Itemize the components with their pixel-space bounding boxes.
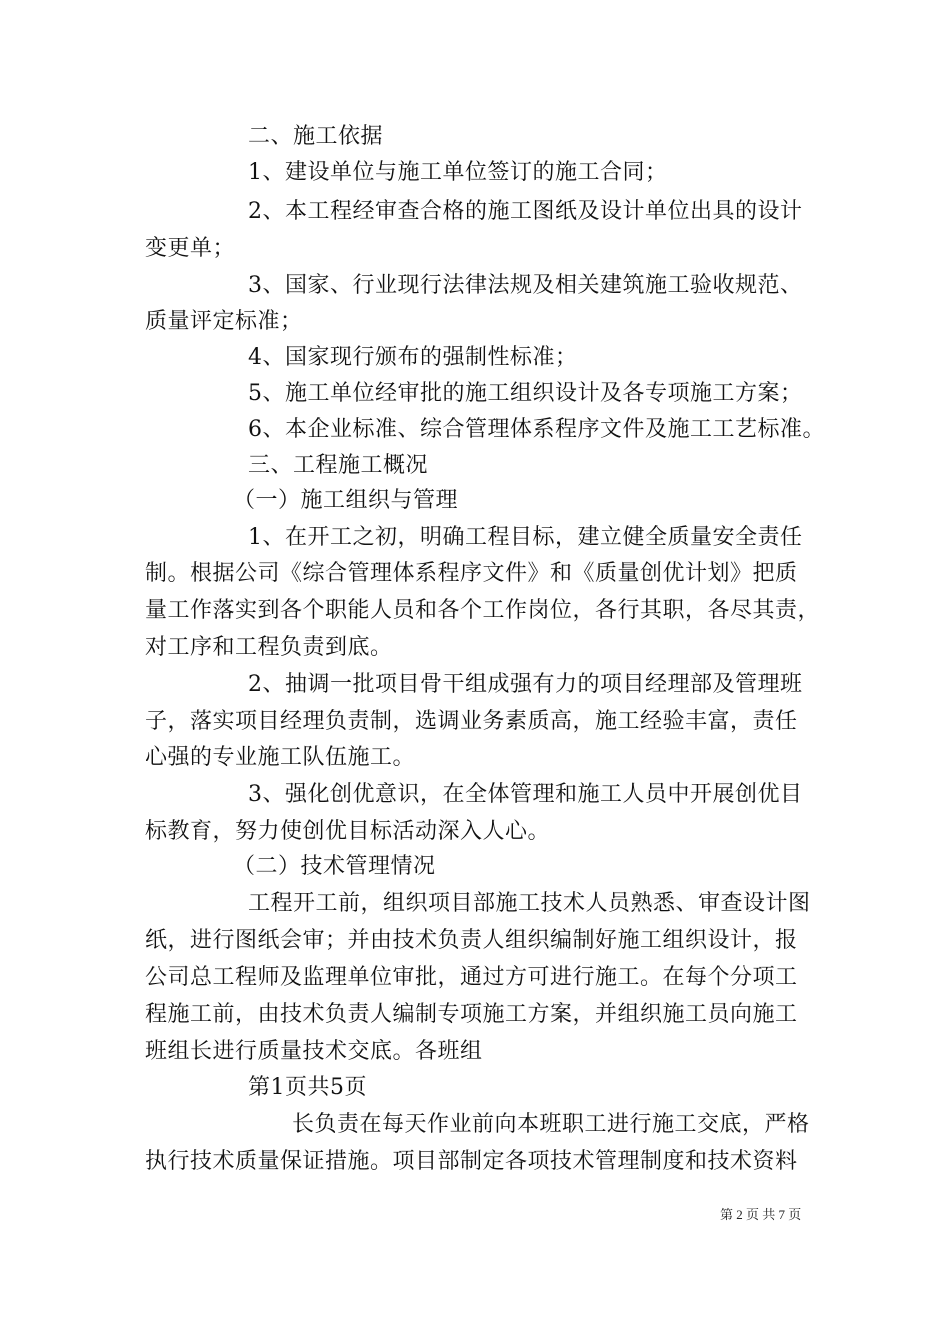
paragraph-line: 程施工前，由技术负责人编制专项施工方案，并组织施工员向施工	[145, 1002, 798, 1027]
paragraph-line: 变更单；	[145, 236, 236, 261]
paragraph-line: 1、在开工之初，明确工程目标，建立健全质量安全责任	[248, 525, 803, 550]
paragraph-line: 5、施工单位经审批的施工组织设计及各专项施工方案；	[248, 381, 803, 406]
paragraph-line: 工程开工前，组织项目部施工技术人员熟悉、审查设计图	[248, 891, 811, 916]
section-heading-basis: 二、施工依据	[248, 124, 384, 149]
paragraph-line: 班组长进行质量技术交底。各班组	[145, 1039, 483, 1064]
paragraph-line: 3、强化创优意识，在全体管理和施工人员中开展创优目	[248, 782, 803, 807]
paragraph-line: 长负责在每天作业前向本班职工进行施工交底，严格	[292, 1112, 810, 1137]
paragraph-line: 标教育，努力使创优目标活动深入人心。	[145, 819, 551, 844]
page-footer: 第 2 页 共 7 页	[720, 1207, 802, 1222]
paragraph-line: 纸，进行图纸会审；并由技术负责人组织编制好施工组织设计，报	[145, 928, 798, 953]
paragraph-line: 制。根据公司《综合管理体系程序文件》和《质量创优计划》把质	[145, 561, 798, 586]
paragraph-line: 1、建设单位与施工单位签订的施工合同；	[248, 160, 668, 185]
paragraph-line: 量工作落实到各个职能人员和各个工作岗位，各行其职，各尽其责，	[145, 598, 821, 623]
paragraph-line: 3、国家、行业现行法律法规及相关建筑施工验收规范、	[248, 273, 803, 298]
paragraph-line: 对工序和工程负责到底。	[145, 635, 393, 660]
paragraph-line: 2、抽调一批项目骨干组成强有力的项目经理部及管理班	[248, 672, 803, 697]
paragraph-line: 2、本工程经审查合格的施工图纸及设计单位出具的设计	[248, 199, 803, 224]
paragraph-line: 4、国家现行颁布的强制性标准；	[248, 345, 578, 370]
paragraph-line: 质量评定标准；	[145, 309, 303, 334]
subsection-heading-organization: （一）施工组织与管理	[233, 488, 459, 513]
section-heading-overview: 三、工程施工概况	[248, 453, 429, 478]
paragraph-line: 执行技术质量保证措施。项目部制定各项技术管理制度和技术资料	[145, 1149, 798, 1174]
inline-page-marker: 第1页共5页	[248, 1075, 367, 1100]
paragraph-line: 6、本企业标准、综合管理体系程序文件及施工工艺标准。	[248, 417, 825, 442]
paragraph-line: 心强的专业施工队伍施工。	[145, 745, 416, 770]
subsection-heading-technical: （二）技术管理情况	[233, 854, 436, 879]
paragraph-line: 公司总工程师及监理单位审批，通过方可进行施工。在每个分项工	[145, 965, 798, 990]
paragraph-line: 子，落实项目经理负责制，选调业务素质高，施工经验丰富，责任	[145, 709, 798, 734]
